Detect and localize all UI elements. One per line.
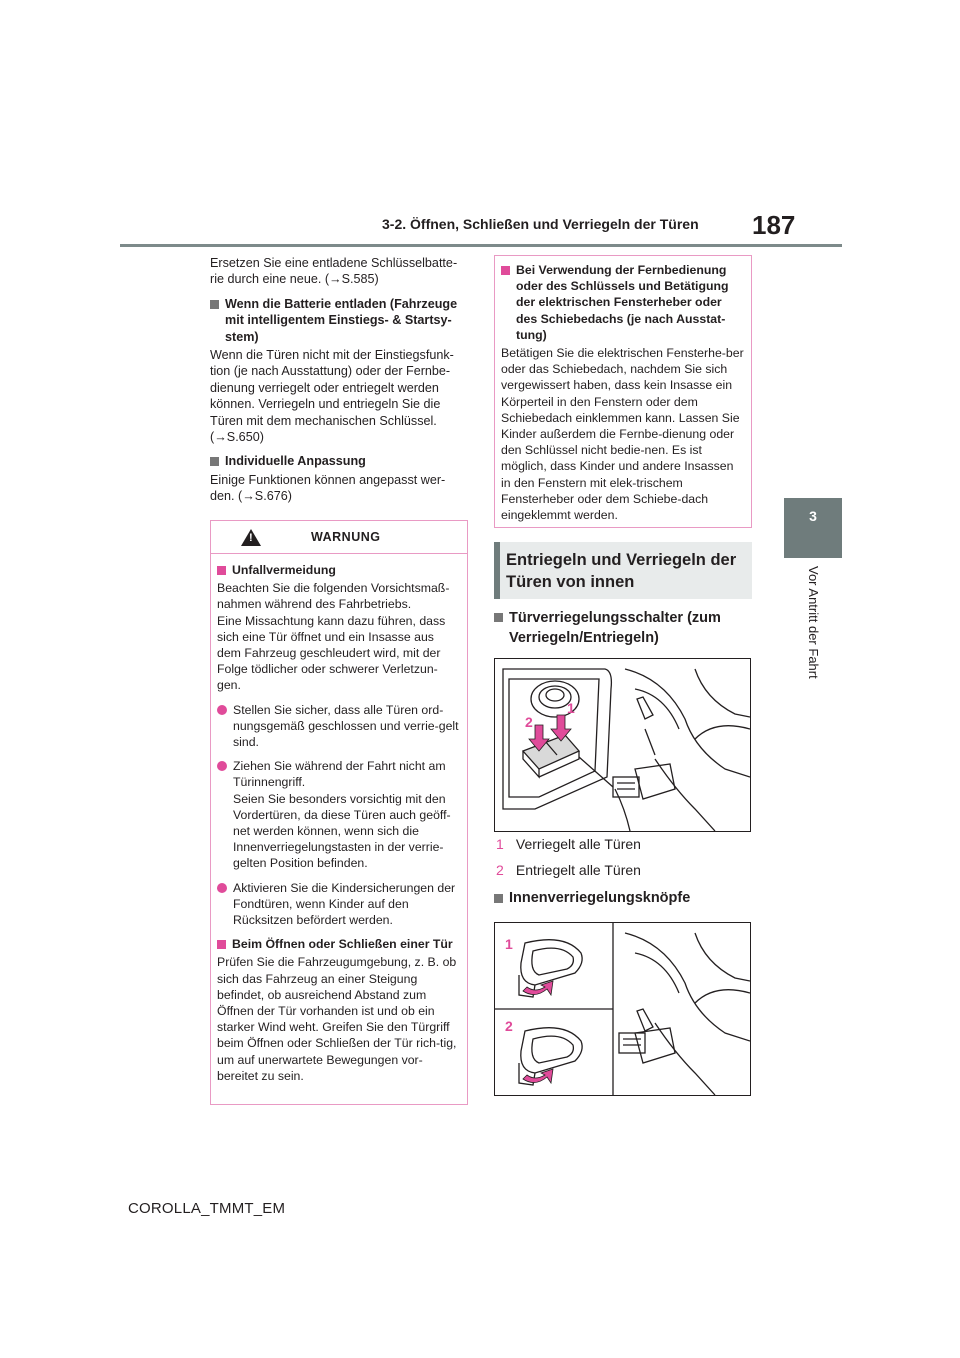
warning-body	[211, 554, 467, 1084]
bullet-dot-icon	[217, 883, 227, 893]
door-text: Prüfen Sie die Fahrzeugumgebung, z. B. ob sich das Fahrzeug an einer Steigung befindet, ob ausreichend Abstand zum Öffnen der Tür vorhanden ist und ob ein starker Wind weht. Greifen Sie den Türgriff beim Öffnen oder Schließen der Tür rich-tig, um auf unerwartete Bewegungen vor-bereitet zu sein.	[217, 955, 457, 1083]
bullet-dot-icon	[217, 705, 227, 715]
square-bullet-icon	[217, 940, 226, 949]
header-rule	[120, 244, 842, 247]
warning-header	[211, 521, 467, 554]
switch-heading-text: Türverriegelungsschalter (zum Verriegeln/Entriegeln)	[509, 610, 721, 646]
figure-label-1: 1	[505, 936, 513, 952]
door-lock-switch-illustration	[494, 658, 751, 832]
door-heading	[217, 936, 461, 952]
custom-heading	[210, 453, 468, 469]
warning-box	[210, 520, 468, 1105]
legend-text: Entriegelt alle Türen	[515, 862, 641, 878]
section-heading	[494, 542, 752, 599]
warning-bullet-text: Ziehen Sie während der Fahrt nicht am Türinnengriff.	[233, 759, 446, 790]
bullet-dot-icon	[217, 761, 227, 771]
warning-bullet	[217, 880, 461, 929]
accident-text-2: Eine Missachtung kann dazu führen, dass sich eine Tür öffnet und ein Insasse aus dem Fahrzeug geschleudert wird, mit der Folge tödlicher oder schwerer Verletzun-gen.	[217, 613, 446, 693]
warning-bullet-text-wrap	[233, 758, 461, 871]
square-bullet-icon	[494, 613, 503, 622]
inner-lock-knob-drawing	[495, 923, 750, 1095]
figure-label-2: 2	[525, 714, 533, 730]
legend-item-1	[494, 836, 641, 852]
door-heading-text: Beim Öffnen oder Schließen einer Tür	[232, 937, 453, 952]
battery-heading	[210, 296, 468, 345]
figure-label-2: 2	[505, 1018, 513, 1034]
info-heading	[501, 262, 745, 343]
legend-number: 2	[496, 862, 504, 878]
warning-bullet-text: Stellen Sie sicher, dass alle Türen ord-nungsgemäß geschlossen und verrie-gelt sind.	[233, 702, 459, 750]
switch-heading	[494, 608, 756, 648]
warning-bullet	[217, 702, 461, 751]
section-title: Entriegeln und Verriegeln der Türen von innen	[506, 551, 737, 591]
square-bullet-icon	[217, 566, 226, 575]
legend-text: Verriegelt alle Türen	[515, 836, 641, 852]
warning-triangle-icon: !	[241, 529, 261, 546]
warning-label: WARNUNG	[311, 530, 381, 544]
chapter-side-title-text: Vor Antritt der Fahrt	[806, 566, 821, 679]
figure-label-1: 1	[567, 700, 575, 716]
info-text: Betätigen Sie die elektrischen Fensterhe-ber oder das Schiebedach, nachdem Sie sich vergewissert haben, dass kein Insasse ein Körperteil in den Fenstern oder dem Schiebedach einklemmen kann. Lassen Sie Kinder außerdem die Fernbe-dienung oder den Schlüssel nicht bedie-nen. Es ist möglich, dass Kinder und andere Insassen in den Fenstern mit elek-trischem Fensterheber oder dem Schiebe-dach eingeklemmt werden.	[501, 346, 744, 523]
square-bullet-icon	[210, 457, 219, 466]
warning-bullet-text-2: Seien Sie besonders vorsichtig mit den Vordertüren, da diese Türen auch geöff-net werden können, wenn sich die Innenverriegelungstasten in der verrie-gelten Position befinden.	[233, 791, 451, 871]
chapter-side-title	[800, 566, 826, 726]
knob-heading-text: Innenverriegelungsknöpfe	[509, 890, 691, 906]
info-box	[494, 255, 752, 528]
legend-number: 1	[496, 836, 504, 852]
square-bullet-icon	[494, 894, 503, 903]
custom-text: Einige Funktionen können angepasst wer-den. (→S.676)	[210, 472, 446, 504]
accident-text: Beachten Sie die folgenden Vorsichtsmaß-nahmen während des Fahrbetriebs.	[217, 581, 450, 612]
square-bullet-icon	[501, 266, 510, 275]
page-number: 187	[752, 210, 796, 240]
accident-heading-text: Unfallvermeidung	[232, 563, 336, 577]
accident-heading	[217, 562, 461, 578]
warning-bullet-text: Aktivieren Sie die Kindersicherungen der Fondtüren, wenn Kinder auf den Rücksitzen befördert werden.	[233, 880, 456, 928]
info-heading-text: Bei Verwendung der Fernbedienung oder des Schlüssels und Betätigung der elektrischen Fensterheber oder des Schiebedachs (je nach Ausstat-tung)	[516, 263, 729, 342]
legend-item-2	[494, 862, 641, 878]
custom-heading-text: Individuelle Anpassung	[225, 454, 366, 469]
section-bar	[494, 542, 500, 599]
warning-bullet	[217, 758, 461, 871]
left-column	[210, 255, 468, 513]
inner-lock-knob-illustration	[494, 922, 751, 1096]
intro-text: Ersetzen Sie eine entladene Schlüsselbatte-rie durch eine neue. (→S.585)	[210, 256, 458, 287]
battery-text: Wenn die Türen nicht mit der Einstiegsfunk-tion (je nach Ausstattung) oder der Fernbe-dienung verriegelt oder entriegelt werden können. Verriegeln und entriegeln Sie die Türen mit dem mechanischen Schlüssel. (→S.650)	[210, 348, 454, 445]
footer-document-id: COROLLA_TMMT_EM	[128, 1200, 286, 1217]
square-bullet-icon	[210, 300, 219, 309]
chapter-heading: 3-2. Öffnen, Schließen und Verriegeln der Türen	[382, 216, 699, 232]
battery-heading-text: Wenn die Batterie entladen (Fahrzeuge mit intelligentem Einstiegs- & Startsy-stem)	[225, 296, 458, 344]
knob-heading	[494, 890, 690, 906]
door-lock-switch-drawing	[495, 659, 750, 831]
chapter-tab: 3	[784, 498, 842, 558]
